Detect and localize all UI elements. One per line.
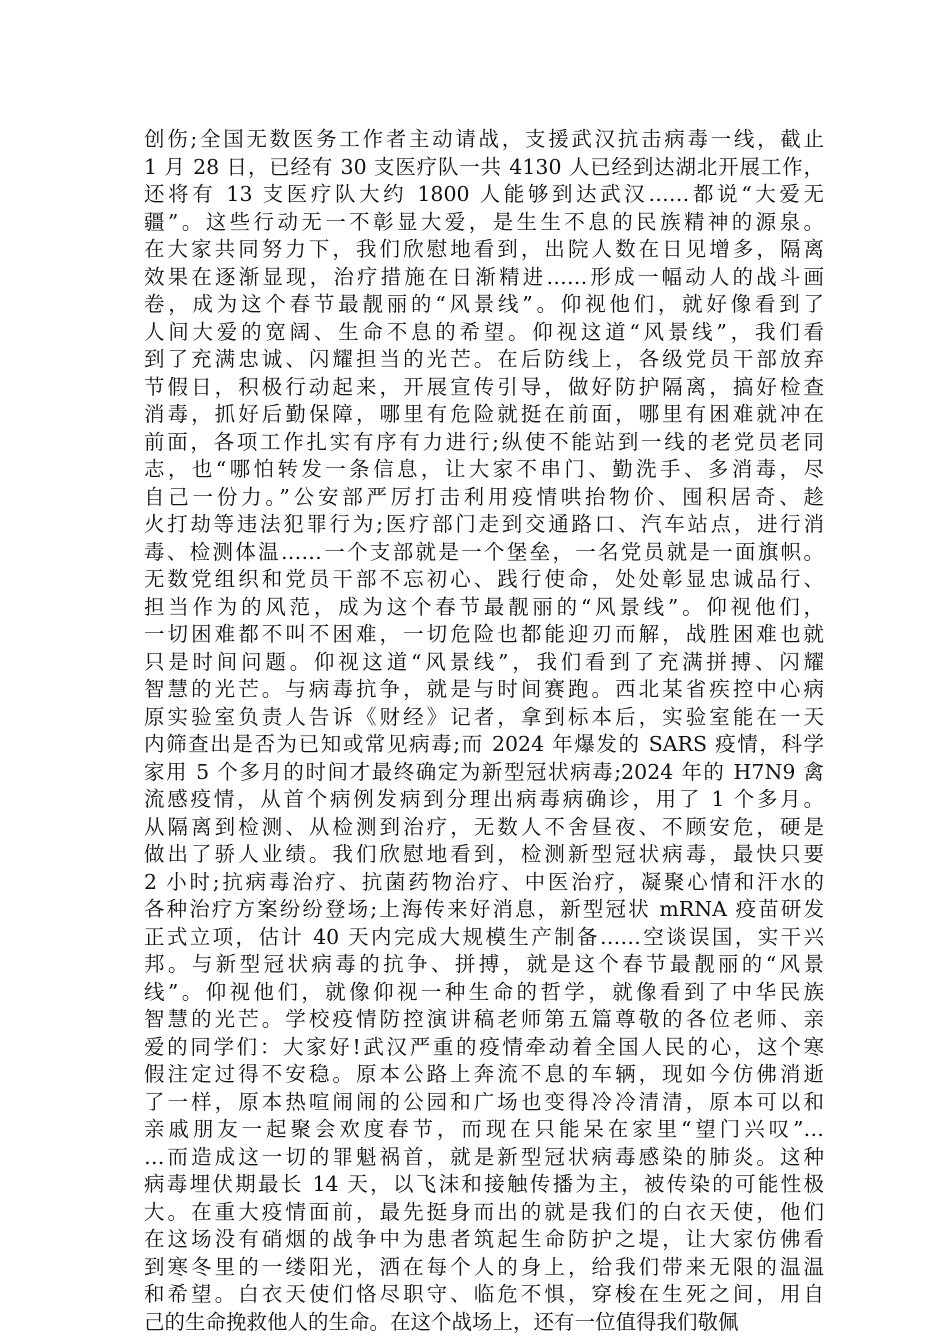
text-line: 1 月 28 日，已经有 30 支医疗队一共 4130 人已经到达湖北开展工作， <box>144 154 824 179</box>
text-line: 邦。与新型冠状病毒的抗争、拼搏，就是这个春节最靓丽的“风景 <box>144 952 824 976</box>
text-line: 内筛查出是否为已知或常见病毒;而 2024 年爆发的 SARS 疫情，科学 <box>144 732 824 756</box>
text-line: 效果在逐渐显现，治疗措施在日渐精进……形成一幅动人的战斗画 <box>144 264 824 289</box>
text-line: 还将有 13 支医疗队大约 1800 人能够到达武汉……都说“大爱无 <box>144 182 824 206</box>
text-line: 大。在重大疫情面前，最先挺身而出的就是我们的白衣天使，他们 <box>144 1199 824 1224</box>
text-line: 从隔离到检测、从检测到治疗，无数人不舍昼夜、不顾安危，硬是 <box>144 814 824 839</box>
text-line: 毒、检测体温……一个支部就是一个堡垒，一名党员就是一面旗帜。 <box>144 539 824 564</box>
text-line: 2 小时;抗病毒治疗、抗菌药物治疗、中医治疗，凝聚心情和汗水的 <box>144 869 824 894</box>
text-line: …而造成这一切的罪魁祸首，就是新型冠状病毒感染的肺炎。这种 <box>144 1144 824 1169</box>
text-line: 人间大爱的宽阔、生命不息的希望。仰视这道“风景线”，我们看 <box>144 319 824 344</box>
text-line: 流感疫情，从首个病例发病到分理出病毒病确诊，用了 1 个多月。 <box>144 787 824 811</box>
text-line: 志，也“哪怕转发一条信息，让大家不串门、勤洗手、多消毒，尽 <box>144 457 824 481</box>
text-line: 病毒埋伏期最长 14 天，以飞沫和接触传播为主，被传染的可能性极 <box>144 1172 824 1196</box>
text-line: 家用 5 个多月的时间才最终确定为新型冠状病毒;2024 年的 H7N9 禽 <box>144 759 824 784</box>
text-line: 只是时间问题。仰视这道“风景线”，我们看到了充满拼搏、闪耀 <box>144 649 824 674</box>
text-line: 卷，成为这个春节最靓丽的“风景线”。仰视他们，就好像看到了 <box>144 292 824 316</box>
text-line: 到寒冬里的一缕阳光，洒在每个人的身上，给我们带来无限的温温 <box>144 1254 824 1279</box>
text-line: 正式立项，估计 40 天内完成大规模生产制备……空谈误国，实干兴 <box>144 924 824 949</box>
text-line: 消毒，抓好后勤保障，哪里有危险就挺在前面，哪里有困难就冲在 <box>144 402 824 426</box>
text-line: 火打劫等违法犯罪行为;医疗部门走到交通路口、汽车站点，进行消 <box>144 512 824 536</box>
text-line: 假注定过得不安稳。原本公路上奔流不息的车辆，现如今仿佛消逝 <box>144 1062 824 1086</box>
text-line: 和希望。白衣天使们恪尽职守、临危不惧，穿梭在生死之间，用自 <box>144 1282 824 1306</box>
text-line: 原实验室负责人告诉《财经》记者，拿到标本后，实验室能在一天 <box>144 704 824 729</box>
text-line: 到了充满忠诚、闪耀担当的光芒。在后防线上，各级党员干部放弃 <box>144 347 824 371</box>
text-line: 亲戚朋友一起聚会欢度春节，而现在只能呆在家里“望门兴叹”… <box>144 1117 824 1141</box>
text-line: 前面，各项工作扎实有序有力进行;纵使不能站到一线的老党员老同 <box>144 429 824 454</box>
text-line: 己的生命挽救他人的生命。在这个战场上，还有一位值得我们敬佩 <box>144 1309 739 1334</box>
text-line: 在这场没有硝烟的战争中为患者筑起生命防护之堤，让大家仿佛看 <box>144 1227 824 1251</box>
body-text <box>144 126 824 1336</box>
text-line: 疆”。这些行动无一不彰显大爱，是生生不息的民族精神的源泉。 <box>144 209 824 234</box>
text-line: 爱的同学们：大家好!武汉严重的疫情牵动着全国人民的心，这个寒 <box>144 1034 824 1059</box>
text-line: 无数党组织和党员干部不忘初心、践行使命，处处彰显忠诚品行、 <box>144 567 824 591</box>
text-line: 节假日，积极行动起来，开展宣传引导，做好防护隔离，搞好检查 <box>144 374 824 399</box>
text-line: 自己一份力。”公安部严厉打击利用疫情哄抬物价、囤积居奇、趁 <box>144 484 824 509</box>
text-line: 做出了骄人业绩。我们欣慰地看到，检测新型冠状病毒，最快只要 <box>144 842 824 866</box>
text-line: 线”。仰视他们，就像仰视一种生命的哲学，就像看到了中华民族 <box>144 979 824 1004</box>
text-line: 智慧的光芒。学校疫情防控演讲稿老师第五篇尊敬的各位老师、亲 <box>144 1007 824 1031</box>
text-line: 创伤;全国无数医务工作者主动请战，支援武汉抗击病毒一线，截止 <box>144 127 824 151</box>
text-line: 了一样，原本热喧闹闹的公园和广场也变得冷冷清清，原本可以和 <box>144 1089 824 1114</box>
text-line: 在大家共同努力下，我们欣慰地看到，出院人数在日见增多，隔离 <box>144 237 824 261</box>
text-line: 各种治疗方案纷纷登场;上海传来好消息，新型冠状 mRNA 疫苗研发 <box>144 897 824 921</box>
text-line: 担当作为的风范，成为这个春节最靓丽的“风景线”。仰视他们， <box>144 594 824 619</box>
text-line: 智慧的光芒。与病毒抗争，就是与时间赛跑。西北某省疾控中心病 <box>144 677 824 701</box>
text-line: 一切困难都不叫不困难，一切危险也都能迎刃而解，战胜困难也就 <box>144 622 824 646</box>
